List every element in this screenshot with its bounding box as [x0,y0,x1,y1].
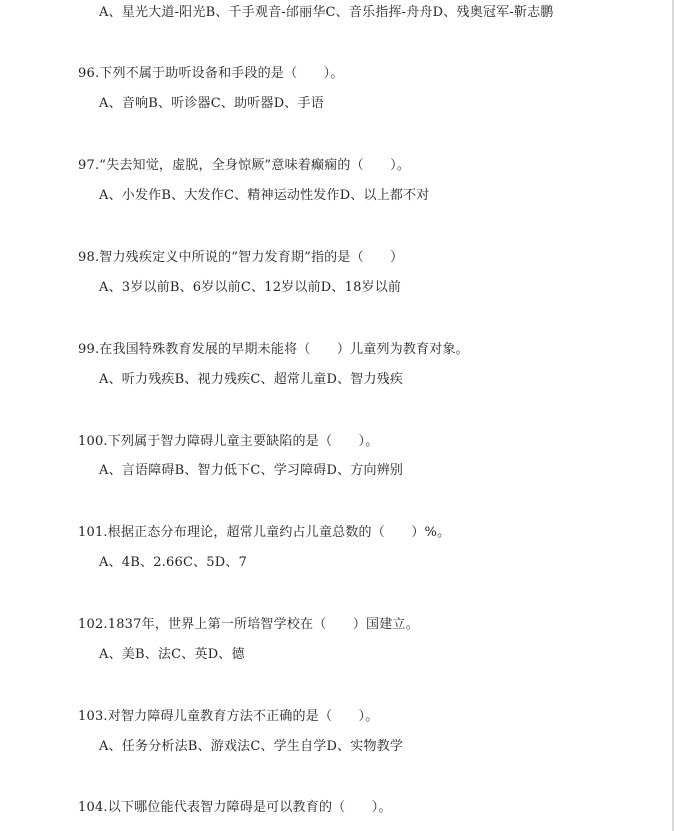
question-101: 101.根据正态分布理论，超常儿童约占儿童总数的（ ）%。 [78,525,451,540]
answer-options: A、美B、法C、英D、德 [99,647,245,662]
question-96: 96.下列不属于助听设备和手段的是（ ）。 [78,66,344,81]
answer-options: A、小发作B、大发作C、精神运动性发作D、以上都不对 [99,188,430,203]
question-97: 97.“失去知觉，虚脱，全身惊厥”意味着癫痫的（ ）。 [78,158,411,173]
question-104: 104.以下哪位能代表智力障碍是可以教育的（ ）。 [78,800,392,815]
answer-options: A、4B、2.66C、5D、7 [99,555,248,570]
answer-options: A、听力残疾B、视力残疾C、超常儿童D、智力残疾 [99,372,404,387]
question-102: 102.1837年，世界上第一所培智学校在（ ）国建立。 [78,617,419,632]
question-103: 103.对智力障碍儿童教育方法不正确的是（ ）。 [78,709,379,724]
answer-options: A、任务分析法B、游戏法C、学生自学D、实物教学 [99,739,404,754]
answer-options: A、星光大道-阳光B、千手观音-邰丽华C、音乐指挥-舟舟D、残奥冠军-靳志鹏 [99,5,554,20]
answer-options: A、音响B、听诊器C、助听器D、手语 [99,96,324,111]
question-98: 98.智力残疾定义中所说的“智力发育期”指的是（ ） [78,250,404,265]
question-100: 100.下列属于智力障碍儿童主要缺陷的是（ ）。 [78,434,379,449]
answer-options: A、3岁以前B、6岁以前C、12岁以前D、18岁以前 [99,280,402,295]
answer-options: A、言语障碍B、智力低下C、学习障碍D、方向辨别 [99,463,404,478]
question-99: 99.在我国特殊教育发展的早期未能将（ ）儿童列为教育对象。 [78,342,469,357]
